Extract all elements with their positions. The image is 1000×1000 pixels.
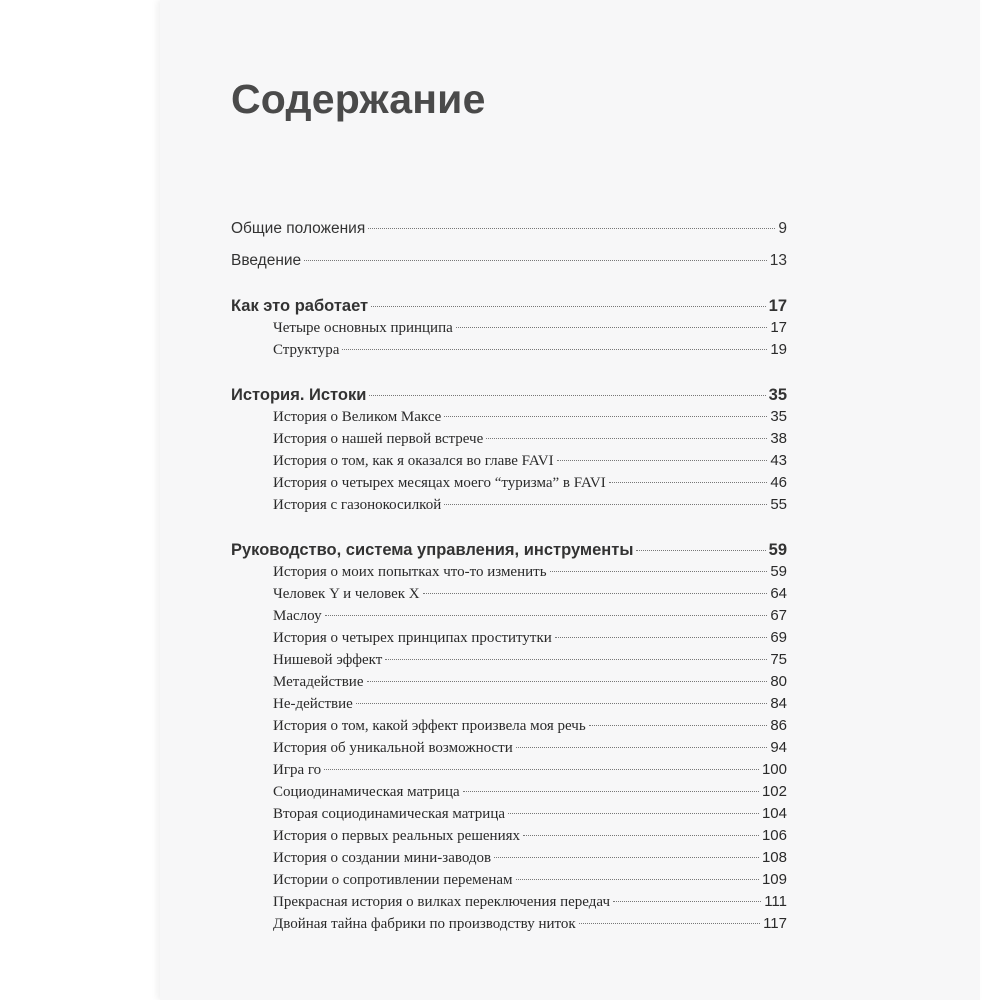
toc-entry-page: 109 <box>761 871 787 888</box>
toc-entry-label: Не-действие <box>273 696 353 712</box>
toc-section-page: 35 <box>768 386 787 404</box>
toc-entry-page: 55 <box>770 496 787 513</box>
toc-entry <box>231 627 787 649</box>
toc-entry-page: 43 <box>770 452 787 469</box>
table-of-contents <box>231 218 787 935</box>
page-title: Содержание <box>231 76 486 122</box>
leader-dots <box>463 791 759 792</box>
toc-entry-label: История о моих попытках что-то изменить <box>273 564 547 580</box>
leader-dots <box>371 306 766 307</box>
leader-dots <box>304 260 767 261</box>
leader-dots <box>609 482 768 483</box>
toc-entry-label: Введение <box>231 252 302 269</box>
toc-entry <box>231 561 787 583</box>
leader-dots <box>325 615 768 616</box>
toc-entry-label: Общие положения <box>231 220 366 237</box>
leader-dots <box>516 747 768 748</box>
toc-entry <box>231 715 787 737</box>
toc-entry-page: 9 <box>778 220 787 237</box>
toc-entry-introduction <box>231 250 787 272</box>
toc-entry-page: 59 <box>770 563 787 580</box>
leader-dots <box>550 571 768 572</box>
toc-entry-label: Истории о сопротивлении переменам <box>273 872 513 888</box>
toc-entry <box>231 759 787 781</box>
toc-entry <box>231 428 787 450</box>
leader-dots <box>508 813 759 814</box>
toc-entry <box>231 737 787 759</box>
toc-entry <box>231 825 787 847</box>
toc-entry-page: 94 <box>770 739 787 756</box>
leader-dots <box>444 416 767 417</box>
toc-entry-label: Четыре основных принципа <box>273 320 453 336</box>
toc-entry-page: 75 <box>770 651 787 668</box>
toc-entry-label: Прекрасная история о вилках переключения передач <box>273 894 610 910</box>
toc-entry-label: История об уникальной возможности <box>273 740 513 756</box>
toc-entry <box>231 781 787 803</box>
leader-dots <box>523 835 759 836</box>
toc-section-label: Руководство, система управления, инструменты <box>231 541 634 559</box>
toc-section-page: 59 <box>768 541 787 559</box>
toc-section-management-tools <box>231 539 787 561</box>
leader-dots <box>557 460 768 461</box>
toc-entry-label: Двойная тайна фабрики по производству ниток <box>273 916 576 932</box>
leader-dots <box>494 857 759 858</box>
leader-dots <box>369 395 765 396</box>
leader-dots <box>516 879 759 880</box>
toc-section-how-it-works <box>231 295 787 317</box>
toc-entry-label: История о нашей первой встрече <box>273 431 484 447</box>
toc-entry-label: История о четырех принципах проститутки <box>273 630 552 646</box>
toc-entry-page: 67 <box>770 607 787 624</box>
toc-entry-page: 102 <box>761 783 787 800</box>
toc-entry-label: Нишевой эффект <box>273 652 383 668</box>
toc-entry-page: 46 <box>770 474 787 491</box>
leader-dots <box>324 769 759 770</box>
toc-entry-page: 19 <box>770 341 787 358</box>
toc-entry-label: История о том, какой эффект произвела моя речь <box>273 718 586 734</box>
toc-entry-page: 35 <box>770 408 787 425</box>
toc-entry-page: 64 <box>770 585 787 602</box>
toc-section-label: История. Истоки <box>231 386 367 404</box>
toc-entry-label: История с газонокосилкой <box>273 497 442 513</box>
toc-section-page: 17 <box>768 297 787 315</box>
leader-dots <box>444 504 767 505</box>
leader-dots <box>423 593 768 594</box>
toc-entry <box>231 583 787 605</box>
toc-entry-label: Социодинамическая матрица <box>273 784 460 800</box>
toc-entry-page: 106 <box>761 827 787 844</box>
toc-entry-label: Метадействие <box>273 674 364 690</box>
toc-entry-page: 80 <box>770 673 787 690</box>
toc-entry-label: Человек Y и человек X <box>273 586 420 602</box>
toc-entry-page: 69 <box>770 629 787 646</box>
toc-entry <box>231 317 787 339</box>
leader-dots <box>613 901 761 902</box>
toc-entry-label: История о том, как я оказался во главе FAVI <box>273 453 554 469</box>
toc-entry-label: Маслоу <box>273 608 322 624</box>
toc-entry <box>231 450 787 472</box>
toc-section-history-origins <box>231 384 787 406</box>
toc-entry <box>231 869 787 891</box>
toc-entry-page: 104 <box>761 805 787 822</box>
toc-entry <box>231 913 787 935</box>
toc-entry-page: 38 <box>770 430 787 447</box>
leader-dots <box>356 703 768 704</box>
toc-entry <box>231 671 787 693</box>
toc-section-label: Как это работает <box>231 297 369 315</box>
toc-entry <box>231 406 787 428</box>
toc-entry-label: История о Великом Максе <box>273 409 442 425</box>
toc-entry-general-provisions <box>231 218 787 240</box>
toc-entry <box>231 494 787 516</box>
leader-dots <box>367 681 768 682</box>
toc-entry-page: 117 <box>763 915 787 932</box>
leader-dots <box>636 550 765 551</box>
leader-dots <box>589 725 768 726</box>
toc-entry <box>231 605 787 627</box>
toc-entry <box>231 847 787 869</box>
toc-entry-page: 13 <box>769 252 787 269</box>
toc-entry <box>231 649 787 671</box>
toc-entry <box>231 891 787 913</box>
toc-entry-page: 100 <box>761 761 787 778</box>
leader-dots <box>579 923 760 924</box>
toc-entry <box>231 472 787 494</box>
toc-entry-page: 84 <box>770 695 787 712</box>
leader-dots <box>368 228 775 229</box>
leader-dots <box>342 349 767 350</box>
toc-entry-page: 86 <box>770 717 787 734</box>
toc-entry <box>231 803 787 825</box>
leader-dots <box>385 659 767 660</box>
toc-entry <box>231 693 787 715</box>
leader-dots <box>456 327 768 328</box>
toc-entry <box>231 339 787 361</box>
toc-entry-label: Игра го <box>273 762 322 778</box>
toc-entry-label: История о создании мини-заводов <box>273 850 492 866</box>
toc-entry-label: Структура <box>273 342 340 358</box>
toc-entry-page: 17 <box>770 319 787 336</box>
toc-entry-label: История о четырех месяцах моего “туризма” в FAVI <box>273 475 606 491</box>
toc-entry-page: 111 <box>764 893 787 910</box>
toc-entry-label: Вторая социодинамическая матрица <box>273 806 506 822</box>
leader-dots <box>486 438 767 439</box>
leader-dots <box>555 637 768 638</box>
toc-entry-label: История о первых реальных решениях <box>273 828 521 844</box>
toc-entry-page: 108 <box>761 849 787 866</box>
